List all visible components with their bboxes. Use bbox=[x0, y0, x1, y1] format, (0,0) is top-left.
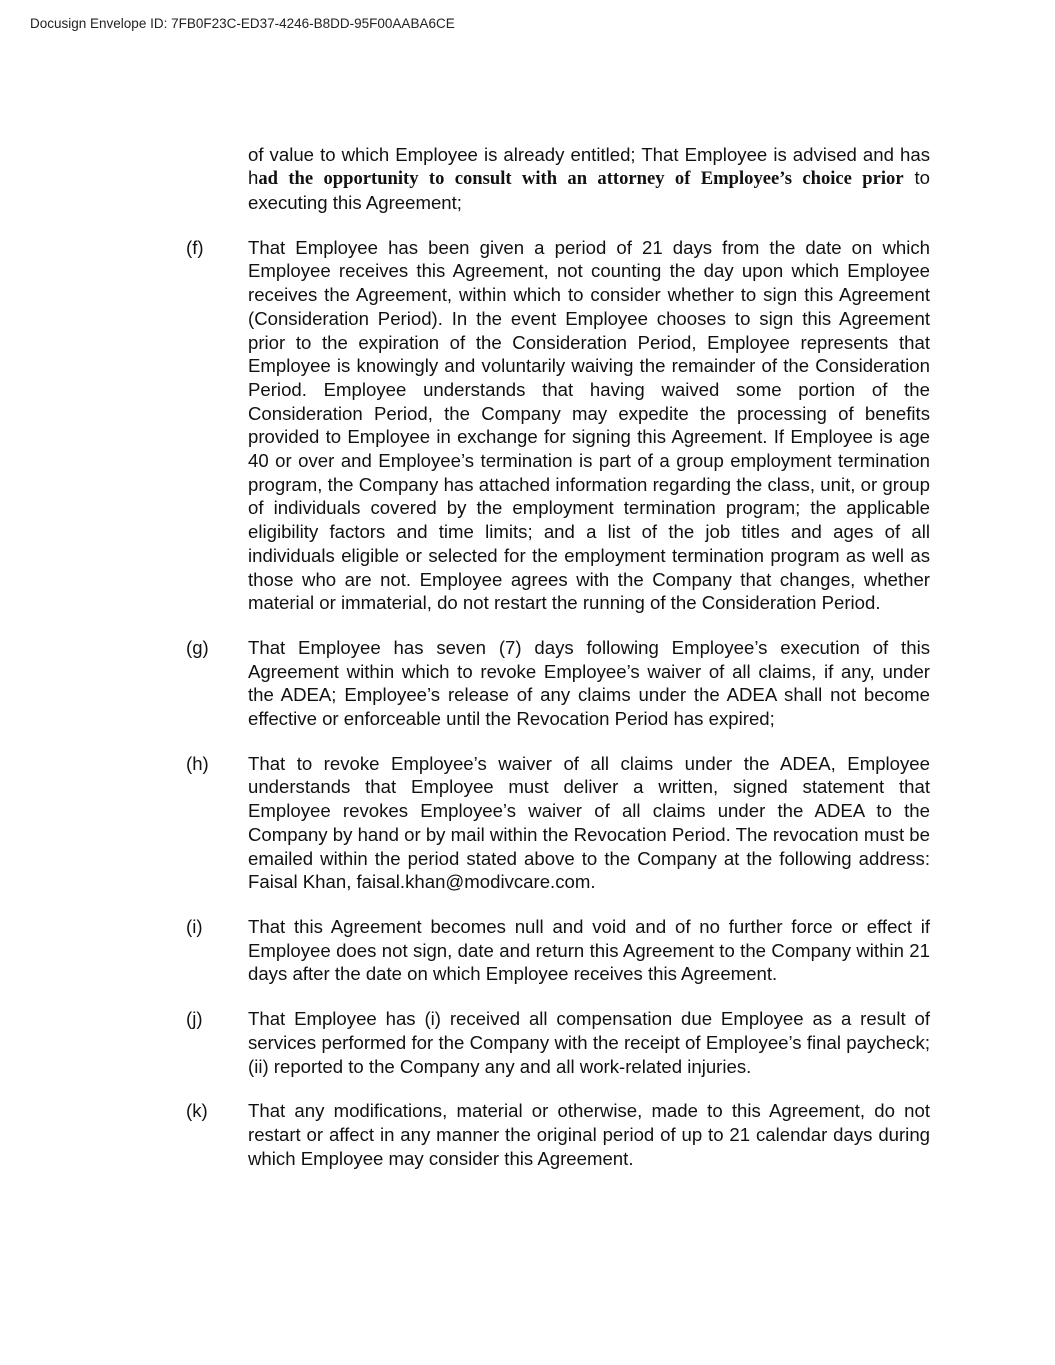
clause-h bbox=[0, 752, 1055, 894]
clause-g bbox=[0, 636, 1055, 731]
clause-text: That to revoke Employee’s waiver of all claims under the ADEA, Employee understands that Employee must deliver a written, signed statement that Employee revokes Employee’s waiver of all claims under the ADEA to the Company by hand or by mail within the Revocation Period. The revocation must be emailed within the period stated above to the Company at the following address: Faisal Khan, faisal.khan@modivcare.com. bbox=[248, 752, 930, 893]
clause-marker: (i) bbox=[186, 915, 203, 937]
clause-text: That Employee has (i) received all compensation due Employee as a result of services performed for the Company with the receipt of Employee’s final paycheck; (ii) reported to the Company any and all work-related injuries. bbox=[248, 1008, 930, 1077]
document-body bbox=[0, 124, 1055, 1191]
clause-f bbox=[0, 236, 1055, 615]
clause-marker: (f) bbox=[186, 236, 204, 258]
clause-text: That this Agreement becomes null and void and of no further force or effect if Employee does not sign, date and return this Agreement to the Company within 21 days after the date on which Employee receives this Agreement. bbox=[248, 915, 930, 985]
clause-k bbox=[0, 1099, 1055, 1170]
continuation-text-3: to executing this Agreement; bbox=[248, 167, 930, 213]
clause-marker: (j) bbox=[186, 1008, 203, 1030]
clause-text: That Employee has seven (7) days following Employee’s execution of this Agreement within which to revoke Employee’s waiver of all claims, if any, under the ADEA; Employee’s release of any claims under the ADEA shall not become effective or enforceable until the Revocation Period has expired; bbox=[248, 636, 930, 730]
clause-text: That any modifications, material or otherwise, made to this Agreement, do not restart or affect in any manner the original period of up to 21 calendar days during which Employee may consider this Agreement. bbox=[248, 1100, 930, 1169]
clause-text: That Employee has been given a period of 21 days from the date on which Employee receives this Agreement, not counting the day upon which Employee receives the Agreement, within which to consider whether to sign this Agreement (Consideration Period). In the event Employee chooses to sign this Agreement prior to the expiration of the Consideration Period, Employee represents that Employee is knowingly and voluntarily waiving the remainder of the Consideration Period. Employee understands that having waived some portion of the Consideration Period, the Company may expedite the processing of benefits provided to Employee in exchange for signing this Agreement. If Employee is age 40 or over and Employee’s termination is part of a group employment termination program, the Company has attached information regarding the class, unit, or group of individuals covered by the employment termination program; the applicable eligibility factors and time limits; and a list of the job titles and ages of all individuals eligible or selected for the employment termination program as well as those who are not. Employee agrees with the Company that changes, whether material or immaterial, do not restart the running of the Consideration Period. bbox=[248, 236, 930, 614]
continuation-paragraph bbox=[248, 143, 930, 215]
clause-marker: (k) bbox=[186, 1100, 208, 1122]
continuation-bold-text: ad the opportunity to consult with an attorney of Employee’s choice prior bbox=[258, 168, 904, 190]
continuation-text-1: of value to which Employee is already entitled; That Employee is advised and has h bbox=[248, 143, 930, 189]
clause-j bbox=[0, 1007, 1055, 1078]
clause-marker: (g) bbox=[186, 636, 209, 658]
clause-marker: (h) bbox=[186, 752, 209, 774]
clause-i bbox=[0, 915, 1055, 986]
docusign-envelope-id: Docusign Envelope ID: 7FB0F23C-ED37-4246-B8DD-95F00AABA6CE bbox=[30, 16, 455, 31]
